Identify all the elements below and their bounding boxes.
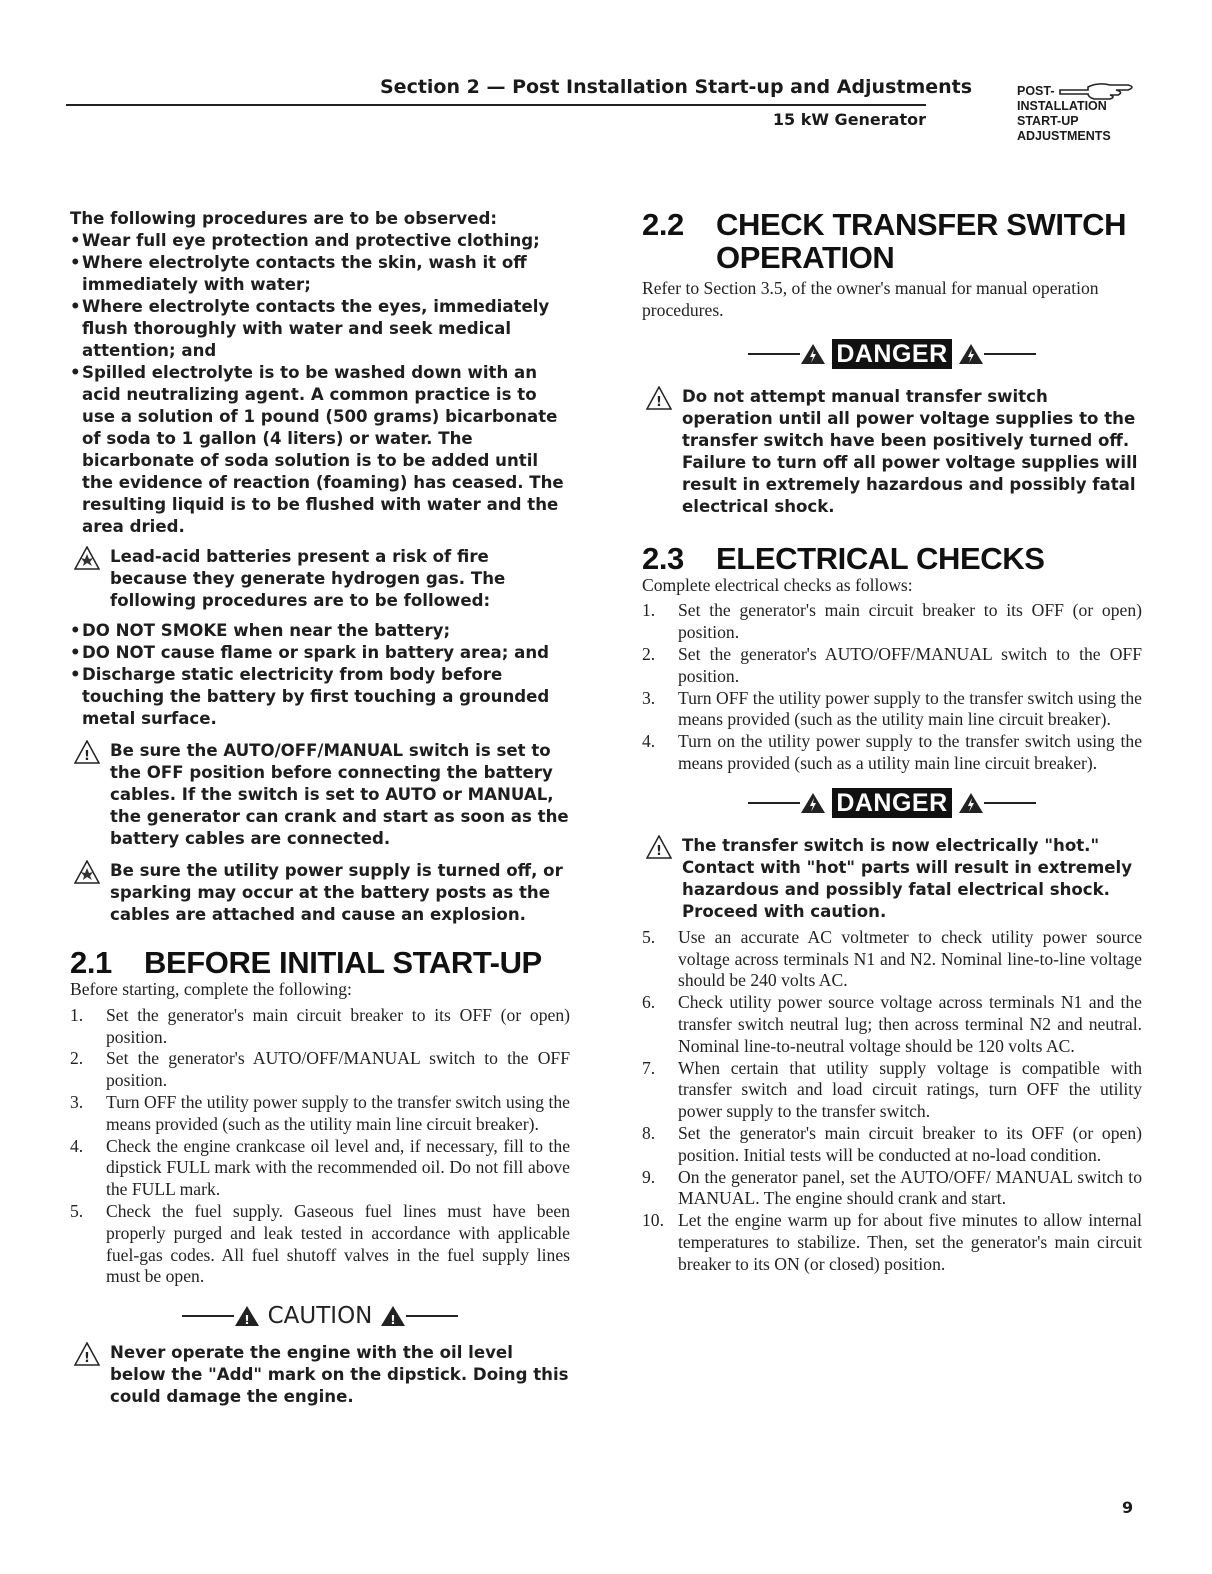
list-item: • Discharge static electricity from body before touching the battery by first touching a grounded metal surface. [70, 665, 550, 728]
list-item: 4. Turn on the utility power supply to the transfer switch using the means provided (such as a utility main line circuit breaker). [642, 731, 1142, 773]
list-item: 4. Check the engine crankcase oil level and, if necessary, fill to the dipstick FULL mark with the recommended oil. Do not fill above the FULL mark. [70, 1135, 570, 1200]
svg-text:!: ! [656, 394, 662, 410]
shock-hazard-icon [800, 792, 826, 814]
section-heading-2-1: 2.1 BEFORE INITIAL START-UP [70, 945, 542, 980]
list-item: • Spilled electrolyte is to be washed down with an acid neutralizing agent. A common practice is to use a solution of 1 pound (500 grams) bicarbonate of soda to 1 gallon (4 liters) or water. The bicarbonate of soda solution is to be added until the evidence of reaction (foaming) has ceased. The resulting liquid is to be flushed with water and the area dried. [70, 363, 564, 536]
oil-level-caution: ! Never operate the engine with the oil level below the "Add" mark on the dipstick. Doing this could damage the engine. [70, 1342, 570, 1408]
caution-label: CAUTION [267, 1303, 373, 1330]
tab-line: START-UP [1017, 114, 1079, 128]
list-item: 7. When certain that utility supply voltage is compatible with transfer switch and load circuit ratings, turn OFF the utility power supply to the transfer switch. [642, 1057, 1142, 1122]
list-item: 8. Set the generator's main circuit breaker to its OFF (or open) position. Initial tests will be conducted at no-load condition. [642, 1122, 1142, 1165]
hot-switch-danger: ! The transfer switch is now electrically "hot." Contact with "hot" parts will result in extremely hazardous and possibly fatal electrical shock. Proceed with caution. [642, 835, 1142, 923]
page-number: 9 [1122, 1498, 1134, 1517]
svg-text:!: ! [84, 749, 90, 764]
section-header-title: Section 2 — Post Installation Start-up and Adjustments [380, 76, 973, 98]
section-2-2-intro: Refer to Section 3.5, of the owner's manual for manual operation procedures. [642, 278, 1099, 320]
list-item: • DO NOT SMOKE when near the battery; [70, 621, 451, 640]
warning-triangle-icon [74, 740, 100, 764]
electrolyte-bullets [70, 230, 570, 538]
list-item: • Where electrolyte contacts the skin, wash it off immediately with water; [70, 253, 527, 294]
caution-signal [70, 1296, 570, 1336]
danger-signal [642, 334, 1142, 374]
right-column [642, 208, 1142, 1276]
battery-bullets [70, 620, 570, 730]
section-heading-2-2: 2.2 CHECK TRANSFER SWITCH OPERATION [642, 207, 1127, 275]
svg-text:!: ! [656, 843, 662, 859]
list-item: 1. Set the generator's main circuit breaker to its OFF (or open) position. [70, 1004, 570, 1047]
list-item: 2. Set the generator's AUTO/OFF/MANUAL switch to the OFF position. [642, 643, 1142, 686]
list-item: 6. Check utility power source voltage across terminals N1 and the transfer switch neutral lug; then across terminal N2 and neutral. Nominal line-to-neutral voltage should be 120 volts AC. [642, 992, 1142, 1056]
danger-signal [642, 783, 1142, 823]
section-heading-2-3: 2.3 ELECTRICAL CHECKS [642, 540, 1045, 576]
utility-warning: Be sure the utility power supply is turned off, or sparking may occur at the battery posts as the cables are attached and cause an explosion. [70, 860, 570, 926]
header-subtitle: 15 kW Generator [772, 110, 926, 129]
list-item: 9. On the generator panel, set the AUTO/OFF/ MANUAL switch to MANUAL. The engine should crank and start. [642, 1166, 1142, 1209]
list-item: • Wear full eye protection and protective clothing; [70, 231, 540, 250]
section-2-3-steps-a [642, 600, 1142, 774]
shock-hazard-icon [958, 792, 984, 814]
list-item: 5. Check the fuel supply. Gaseous fuel lines must have been properly purged and leak tested in accordance with applicable fuel-gas codes. All fuel shutoff valves in the fuel supply lines must be open. [70, 1200, 570, 1287]
svg-text:!: ! [390, 1313, 397, 1328]
intro-text: The following procedures are to be observed: [70, 209, 497, 228]
section-2-1-steps [70, 1005, 570, 1288]
list-item: 10. Let the engine warm up for about five minutes to allow internal temperatures to stabilize. Then, set the generator's main circuit breaker to its ON (or closed) position. [642, 1210, 1142, 1274]
tab-line: POST- [1017, 84, 1055, 98]
explosion-warning-icon [74, 860, 100, 884]
shock-hazard-icon [958, 343, 984, 365]
left-column [70, 208, 570, 1408]
explosion-warning-icon [74, 546, 100, 570]
fire-warning: Lead-acid batteries present a risk of fire because they generate hydrogen gas. The following procedures are to be followed: [70, 546, 570, 612]
warning-triangle-icon [646, 835, 672, 859]
danger-label: DANGER [832, 788, 951, 818]
caution-triangle-icon [234, 1305, 260, 1327]
list-item: 5. Use an accurate AC voltmeter to check utility power source voltage across terminals N1 and N2. Nominal line-to-line voltage should be 240 volts AC. [642, 926, 1142, 991]
manual-transfer-danger: ! Do not attempt manual transfer switch operation until all power voltage supplies to the transfer switch have been positively turned off. Failure to turn off all power voltage supplies will result in extremely hazardous and possibly fatal electrical shock. [642, 386, 1142, 518]
shock-hazard-icon [800, 343, 826, 365]
switch-warning: ! Be sure the AUTO/OFF/MANUAL switch is set to the OFF position before connecting the battery cables. If the switch is set to AUTO or MANUAL, the generator can crank and start as soon as the battery cables are connected. [70, 740, 570, 850]
tab-line: ADJUSTMENTS [1017, 129, 1111, 143]
section-2-3-steps-b [642, 927, 1142, 1276]
caution-triangle-icon [380, 1305, 406, 1327]
danger-label: DANGER [832, 339, 951, 369]
warning-triangle-icon [646, 386, 672, 410]
header-rule [66, 104, 926, 106]
section-2-3-intro: Complete electrical checks as follows: [642, 574, 913, 595]
svg-text:!: ! [84, 1351, 90, 1367]
tab-line: INSTALLATION [1017, 99, 1107, 113]
list-item: 1. Set the generator's main circuit breaker to its OFF (or open) position. [642, 600, 1142, 643]
list-item: 2. Set the generator's AUTO/OFF/MANUAL switch to the OFF position. [70, 1048, 570, 1091]
svg-text:!: ! [243, 1313, 250, 1328]
list-item: 3. Turn OFF the utility power supply to the transfer switch using the means provided (such as the utility main line circuit breaker). [642, 687, 1142, 730]
list-item: 3. Turn OFF the utility power supply to the transfer switch using the means provided (such as the utility main line circuit breaker). [70, 1091, 570, 1134]
list-item: • DO NOT cause flame or spark in battery area; and [70, 643, 550, 662]
warning-triangle-icon [74, 1342, 100, 1366]
pointing-hand-icon [1058, 80, 1138, 102]
section-2-1-intro: Before starting, complete the following: [70, 979, 352, 999]
list-item: • Where electrolyte contacts the eyes, immediately flush thoroughly with water and seek medical attention; and [70, 297, 550, 360]
